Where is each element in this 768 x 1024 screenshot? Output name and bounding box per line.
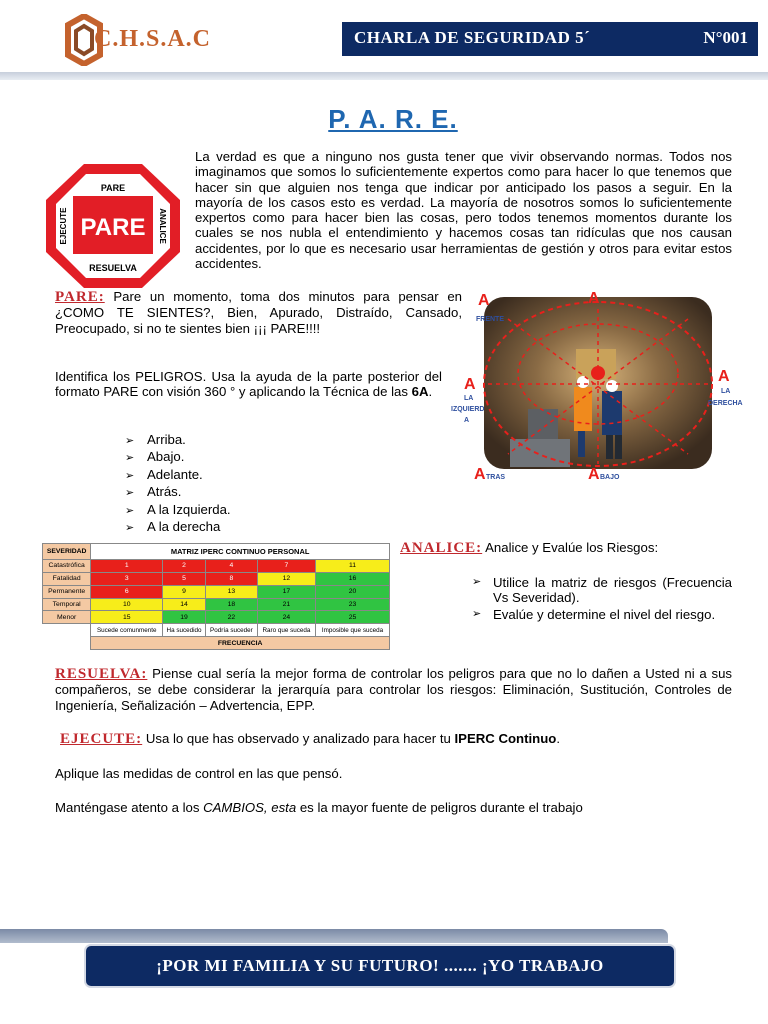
svg-text:A: A <box>474 466 486 483</box>
arrow-bullet-icon: ➢ <box>472 607 482 620</box>
analice-line <box>400 540 658 557</box>
matrix-row-label: Temporal <box>43 598 91 611</box>
stop-sign-bottom-text: RESUELVA <box>89 263 137 273</box>
matrix-frequency-label: Ha sucedido <box>163 624 206 637</box>
matrix-frequency-header: FRECUENCIA <box>91 637 390 650</box>
matrix-risk-cell: 22 <box>205 611 257 624</box>
six-a-list <box>125 432 231 536</box>
stop-sign-center-text: PARE <box>80 214 146 241</box>
svg-text:A: A <box>718 368 730 385</box>
pare-text: Pare un momento, toma dos minutos para pensar en ¿COMO TE SIENTES?, Bien, Apurado, Distraído, Cansado, Preocupado, si no te sientes bien ¡¡¡ PARE!!!! <box>55 289 462 336</box>
ejecute-end: . <box>556 731 560 746</box>
mantengase-paragraph: Manténgase atento a los CAMBIOS, esta es la mayor fuente de peligros durante el trabajo <box>55 800 583 815</box>
matrix-risk-cell: 16 <box>316 572 390 585</box>
ejecute-text: Usa lo que has observado y analizado para hacer tu <box>142 731 455 746</box>
header-divider <box>0 72 768 80</box>
matrix-risk-cell: 20 <box>316 585 390 598</box>
matrix-empty-cell <box>43 637 91 650</box>
svg-text:A: A <box>588 290 600 307</box>
arrow-bullet-icon: ➢ <box>125 435 135 447</box>
svg-text:A: A <box>588 466 600 483</box>
arrow-bullet-icon: ➢ <box>125 487 135 500</box>
arrow-bullet-icon: ➢ <box>125 469 135 482</box>
matrix-risk-cell: 21 <box>257 598 315 611</box>
analice-list <box>472 575 732 623</box>
list-item: ➢ Evalúe y determine el nivel del riesgo. <box>472 606 716 622</box>
stop-sign-left-text: EJECUTE <box>59 207 68 245</box>
stop-sign-top-text: PARE <box>100 183 126 193</box>
ejecute-paragraph <box>60 731 560 748</box>
resuelva-text: Piense cual sería la mejor forma de controlar los peligros para que no lo dañen a Usted ni a sus compañeros, se debe considerar la jerarquía para controlar los riesgos: Eliminación, Sustitución, Controles de Ingeniería, Señalización – Advertencia, EPP. <box>55 666 732 713</box>
svg-text:A: A <box>464 376 476 393</box>
svg-text:IZQUIERD: IZQUIERD <box>451 406 485 413</box>
logo-text: C.H.S.A.C <box>94 26 212 52</box>
svg-text:DERECHA: DERECHA <box>708 400 743 407</box>
identifica-end: . <box>428 384 433 400</box>
arrow-bullet-icon: ➢ <box>472 576 482 588</box>
list-item: ➢ Utilice la matriz de riesgos (Frecuencia Vs Severidad). <box>472 575 732 606</box>
pare-keyword: PARE: <box>55 289 105 305</box>
matrix-risk-cell: 2 <box>163 560 206 573</box>
matrix-risk-cell: 1 <box>91 560 163 573</box>
list-item: ➢ Abajo. <box>125 449 231 466</box>
page-title: P. A. R. E. <box>328 104 458 134</box>
matrix-risk-cell: 8 <box>205 572 257 585</box>
matrix-risk-cell: 13 <box>205 585 257 598</box>
intro-paragraph: La verdad es que a ninguno nos gusta tener que vivir observando normas. Todos nos imaginamos que somos lo suficientemente expertos como para hacer lo que tenemos que hacer sin que alguien nos tenga que indicar por anticipado los pasos a seguir. En la mayoría de los casos esto es verdad. La mayoría de nosotros somos lo suficientemente expertos como para hacer bien las cosas, pero todos tenemos momentos durante los cuales se nos nubla el entendimiento y hacemos cosas tan ridículas que nos causan accidentes, por lo que es necesario usar herramientas de gestión y otros para evitar estos accidentes. <box>195 149 732 272</box>
svg-text:LA: LA <box>721 388 731 395</box>
list-item: ➢ A la derecha <box>125 519 231 536</box>
list-item: ➢ Adelante. <box>125 467 231 484</box>
identifica-bold: 6A <box>411 384 429 400</box>
matrix-risk-cell: 10 <box>91 598 163 611</box>
pare-paragraph <box>55 289 462 336</box>
matrix-frequency-label: Imposible que suceda <box>316 624 390 637</box>
aplique-paragraph: Aplique las medidas de control en las que pensó. <box>55 766 343 781</box>
matrix-risk-cell: 23 <box>316 598 390 611</box>
matrix-risk-cell: 15 <box>91 611 163 624</box>
matrix-risk-cell: 3 <box>91 572 163 585</box>
matrix-title: MATRIZ IPERC CONTINUO PERSONAL <box>91 544 390 560</box>
svg-text:LA: LA <box>464 395 474 402</box>
footer-divider <box>0 929 668 943</box>
iperc-risk-matrix <box>42 543 390 650</box>
matrix-risk-cell: 11 <box>316 560 390 573</box>
matrix-row-label: Catastrófica <box>43 560 91 573</box>
svg-text:A: A <box>478 292 490 309</box>
analice-keyword: ANALICE: <box>400 540 483 556</box>
matrix-risk-cell: 18 <box>205 598 257 611</box>
matrix-risk-cell: 24 <box>257 611 315 624</box>
matrix-risk-cell: 14 <box>163 598 206 611</box>
matrix-empty-cell <box>43 624 91 637</box>
company-logo <box>64 14 224 66</box>
matrix-risk-cell: 17 <box>257 585 315 598</box>
list-item: ➢ Atrás. <box>125 484 231 501</box>
document-number: N°001 <box>703 28 748 47</box>
ejecute-keyword: EJECUTE: <box>60 731 143 747</box>
arrow-bullet-icon: ➢ <box>125 452 135 465</box>
matrix-risk-cell: 7 <box>257 560 315 573</box>
header-title: CHARLA DE SEGURIDAD 5´ <box>354 28 591 47</box>
matrix-frequency-label: Raro que suceda <box>257 624 315 637</box>
resuelva-paragraph <box>55 666 732 713</box>
svg-text:TRAS: TRAS <box>486 474 506 481</box>
matrix-risk-cell: 6 <box>91 585 163 598</box>
svg-text:BAJO: BAJO <box>600 474 620 481</box>
header-banner <box>342 22 758 56</box>
matrix-severity-header: SEVERIDAD <box>43 544 91 560</box>
svg-text:FRENTE: FRENTE <box>476 316 504 323</box>
matrix-risk-cell: 19 <box>163 611 206 624</box>
ejecute-bold: IPERC Continuo <box>454 731 557 746</box>
footer-slogan: ¡POR MI FAMILIA Y SU FUTURO! ....... ¡YO TRABAJO <box>156 956 604 975</box>
analice-text: Analice y Evalúe los Riesgos: <box>482 540 659 555</box>
matrix-risk-cell: 4 <box>205 560 257 573</box>
matrix-row-label: Permanente <box>43 585 91 598</box>
matrix-row-label: Fatalidad <box>43 572 91 585</box>
arrow-bullet-icon: ➢ <box>125 522 135 535</box>
identifica-text: Identifica los PELIGROS. Usa la ayuda de la parte posterior del formato PARE con visión 360 ° y aplicando la Técnica de las <box>55 369 442 400</box>
matrix-row-label: Menor <box>43 611 91 624</box>
matrix-risk-cell: 5 <box>163 572 206 585</box>
resuelva-keyword: RESUELVA: <box>55 666 148 682</box>
matrix-risk-cell: 9 <box>163 585 206 598</box>
identifica-paragraph <box>55 369 442 400</box>
matrix-frequency-label: Podría suceder <box>205 624 257 637</box>
list-item: ➢ Arriba. <box>125 432 231 449</box>
svg-text:A: A <box>464 417 470 424</box>
matrix-risk-cell: 12 <box>257 572 315 585</box>
matrix-frequency-label: Sucede comunmente <box>91 624 163 637</box>
footer-banner <box>86 946 674 986</box>
stop-sign-right-text: ANALICE <box>158 208 167 244</box>
arrow-bullet-icon: ➢ <box>125 504 135 517</box>
mine-360-vision-image <box>448 289 746 485</box>
list-item: ➢ A la Izquierda. <box>125 502 231 519</box>
matrix-risk-cell: 25 <box>316 611 390 624</box>
stop-sign-icon <box>44 162 182 290</box>
